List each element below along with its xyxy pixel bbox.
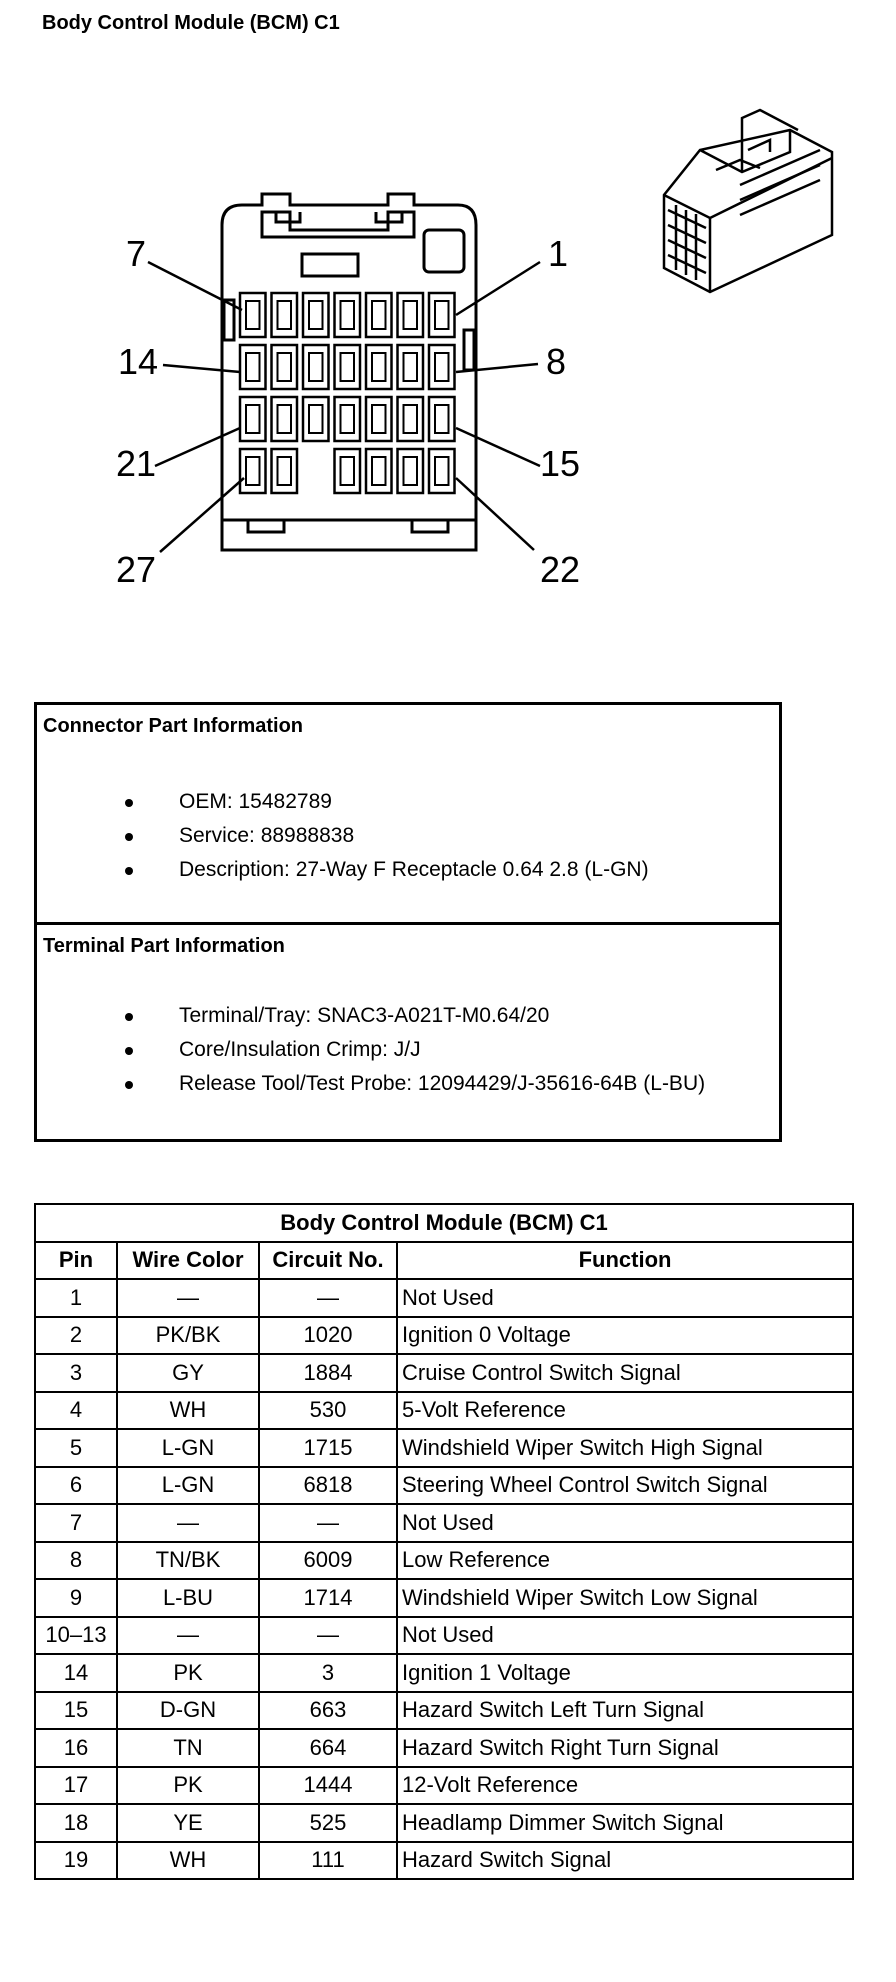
circuit-cell: 6818 — [259, 1467, 397, 1505]
wire-color-cell: L-GN — [117, 1429, 259, 1467]
pin-cell: 17 — [35, 1767, 117, 1805]
function-cell: Low Reference — [397, 1542, 853, 1580]
wire-color-cell: WH — [117, 1392, 259, 1430]
function-cell: Hazard Switch Left Turn Signal — [397, 1692, 853, 1730]
list-item: Terminal/Tray: SNAC3-A021T-M0.64/20 — [99, 999, 705, 1033]
wire-color-cell: — — [117, 1504, 259, 1542]
function-cell: Not Used — [397, 1504, 853, 1542]
function-cell: Hazard Switch Signal — [397, 1842, 853, 1880]
pin-cavity-inner — [341, 405, 355, 433]
table-row — [35, 1729, 853, 1767]
function-cell: Headlamp Dimmer Switch Signal — [397, 1804, 853, 1842]
pin-cavity — [335, 293, 361, 337]
circuit-cell: 1020 — [259, 1317, 397, 1355]
list-item: Core/Insulation Crimp: J/J — [99, 1033, 705, 1067]
pin-cavity-inner — [309, 301, 323, 329]
circuit-cell: 6009 — [259, 1542, 397, 1580]
circuit-cell: 3 — [259, 1654, 397, 1692]
wire-color-cell: — — [117, 1279, 259, 1317]
table-row — [35, 1804, 853, 1842]
pin-table-title: Body Control Module (BCM) C1 — [35, 1204, 853, 1242]
function-cell: Cruise Control Switch Signal — [397, 1354, 853, 1392]
pin-cavity — [366, 397, 392, 441]
function-cell: Hazard Switch Right Turn Signal — [397, 1729, 853, 1767]
pin-cavity-inner — [246, 405, 260, 433]
pin-callout-1: 1 — [548, 233, 569, 274]
circuit-cell: 525 — [259, 1804, 397, 1842]
pin-cavity — [240, 449, 266, 493]
circuit-cell: — — [259, 1504, 397, 1542]
list-item: Description: 27-Way F Receptacle 0.64 2.8 (L-GN) — [99, 853, 649, 887]
wire-color-cell: PK/BK — [117, 1317, 259, 1355]
connector-part-section — [37, 705, 779, 925]
function-cell: Not Used — [397, 1279, 853, 1317]
pin-cell: 10–13 — [35, 1617, 117, 1655]
pin-cavity-grid — [240, 293, 455, 493]
terminal-part-list — [99, 999, 705, 1101]
circuit-cell: 1714 — [259, 1579, 397, 1617]
connector-isometric-view — [664, 110, 832, 292]
table-row — [35, 1504, 853, 1542]
page-title: Body Control Module (BCM) C1 — [42, 12, 340, 34]
function-cell: Windshield Wiper Switch High Signal — [397, 1429, 853, 1467]
circuit-cell: — — [259, 1279, 397, 1317]
pin-cavity — [240, 293, 266, 337]
pin-cavity-inner — [404, 301, 418, 329]
pin-callout-22: 22 — [540, 549, 581, 590]
wire-color-cell: L-GN — [117, 1467, 259, 1505]
pin-table — [34, 1203, 854, 1880]
table-row — [35, 1579, 853, 1617]
pin-callout-15: 15 — [540, 443, 581, 484]
table-row — [35, 1467, 853, 1505]
pin-cell: 14 — [35, 1654, 117, 1692]
circuit-cell: — — [259, 1617, 397, 1655]
pin-callout-14: 14 — [118, 341, 159, 382]
pin-cavity-inner — [246, 301, 260, 329]
pin-cavity — [303, 397, 329, 441]
table-row — [35, 1429, 853, 1467]
pin-cavity-inner — [278, 405, 292, 433]
list-item: Service: 88988838 — [99, 819, 649, 853]
function-cell: Not Used — [397, 1617, 853, 1655]
table-row — [35, 1654, 853, 1692]
pin-cavity — [429, 397, 455, 441]
pin-cavity-inner — [435, 405, 449, 433]
table-row — [35, 1392, 853, 1430]
pin-cavity — [335, 449, 361, 493]
pin-cell: 4 — [35, 1392, 117, 1430]
pin-cell: 7 — [35, 1504, 117, 1542]
pin-cell: 8 — [35, 1542, 117, 1580]
pin-cavity — [366, 293, 392, 337]
wire-color-cell: PK — [117, 1767, 259, 1805]
wire-color-cell: L-BU — [117, 1579, 259, 1617]
column-header-wire-color: Wire Color — [117, 1242, 259, 1280]
pin-cavity — [366, 449, 392, 493]
pin-cavity-inner — [309, 405, 323, 433]
circuit-cell: 1444 — [259, 1767, 397, 1805]
pin-cavity — [429, 345, 455, 389]
connector-part-heading: Connector Part Information — [43, 715, 304, 737]
pin-table-body — [35, 1279, 853, 1879]
list-item: Release Tool/Test Probe: 12094429/J-35616-64B (L-BU) — [99, 1067, 705, 1101]
pin-cell: 6 — [35, 1467, 117, 1505]
pin-cavity-inner — [404, 353, 418, 381]
function-cell: 5-Volt Reference — [397, 1392, 853, 1430]
pin-cell: 19 — [35, 1842, 117, 1880]
pin-callout-27: 27 — [116, 549, 157, 590]
pin-cavity-inner — [246, 457, 260, 485]
pin-table-header-row — [35, 1242, 853, 1280]
wire-color-cell: TN — [117, 1729, 259, 1767]
pin-cell: 1 — [35, 1279, 117, 1317]
pin-cavity-inner — [372, 353, 386, 381]
function-cell: Ignition 1 Voltage — [397, 1654, 853, 1692]
pin-cavity-inner — [341, 353, 355, 381]
pin-cell: 3 — [35, 1354, 117, 1392]
pin-cavity-inner — [278, 353, 292, 381]
function-cell: 12-Volt Reference — [397, 1767, 853, 1805]
connector-face-diagram — [0, 0, 896, 600]
pin-cavity — [366, 345, 392, 389]
wire-color-cell: — — [117, 1617, 259, 1655]
circuit-cell: 111 — [259, 1842, 397, 1880]
pin-cavity — [398, 449, 424, 493]
pin-cavity-inner — [341, 457, 355, 485]
pin-callout-7: 7 — [126, 233, 147, 274]
function-cell: Windshield Wiper Switch Low Signal — [397, 1579, 853, 1617]
pin-cavity — [429, 293, 455, 337]
pin-cell: 18 — [35, 1804, 117, 1842]
pin-cavity — [398, 345, 424, 389]
pin-cavity — [240, 345, 266, 389]
connector-part-list — [99, 785, 649, 887]
pin-cavity — [303, 345, 329, 389]
pin-cavity-inner — [435, 353, 449, 381]
circuit-cell: 530 — [259, 1392, 397, 1430]
pin-cavity — [335, 397, 361, 441]
pin-cavity — [272, 449, 298, 493]
list-item: OEM: 15482789 — [99, 785, 649, 819]
pin-cavity-inner — [435, 301, 449, 329]
pin-cavity — [240, 397, 266, 441]
pin-cavity-inner — [372, 457, 386, 485]
circuit-cell: 663 — [259, 1692, 397, 1730]
pin-cavity — [272, 345, 298, 389]
pin-callout-21: 21 — [116, 443, 157, 484]
pin-cavity — [272, 397, 298, 441]
pin-cavity-inner — [309, 353, 323, 381]
terminal-part-heading: Terminal Part Information — [43, 935, 285, 957]
pin-cavity — [335, 345, 361, 389]
pin-cavity-inner — [404, 457, 418, 485]
table-row — [35, 1767, 853, 1805]
pin-cavity — [398, 293, 424, 337]
circuit-cell: 1884 — [259, 1354, 397, 1392]
pin-cavity — [398, 397, 424, 441]
wire-color-cell: YE — [117, 1804, 259, 1842]
wire-color-cell: GY — [117, 1354, 259, 1392]
table-row — [35, 1279, 853, 1317]
table-row — [35, 1542, 853, 1580]
pin-cavity — [429, 449, 455, 493]
table-row — [35, 1317, 853, 1355]
column-header-pin: Pin — [35, 1242, 117, 1280]
column-header-circuit-no: Circuit No. — [259, 1242, 397, 1280]
terminal-part-section — [37, 925, 779, 1139]
pin-cell: 5 — [35, 1429, 117, 1467]
table-row — [35, 1842, 853, 1880]
pin-cell: 2 — [35, 1317, 117, 1355]
pin-cell: 15 — [35, 1692, 117, 1730]
pin-cavity-inner — [278, 457, 292, 485]
part-information-box — [34, 702, 782, 1142]
pin-cavity-inner — [372, 405, 386, 433]
callout-leader-lines — [148, 262, 540, 552]
wire-color-cell: TN/BK — [117, 1542, 259, 1580]
pin-cavity-inner — [404, 405, 418, 433]
pin-cavity-inner — [372, 301, 386, 329]
pin-callout-8: 8 — [546, 341, 567, 382]
circuit-cell: 664 — [259, 1729, 397, 1767]
pin-cell: 9 — [35, 1579, 117, 1617]
table-row — [35, 1354, 853, 1392]
function-cell: Steering Wheel Control Switch Signal — [397, 1467, 853, 1505]
table-row — [35, 1692, 853, 1730]
pin-cell: 16 — [35, 1729, 117, 1767]
pin-cavity — [303, 293, 329, 337]
pin-cavity-inner — [435, 457, 449, 485]
wire-color-cell: WH — [117, 1842, 259, 1880]
circuit-cell: 1715 — [259, 1429, 397, 1467]
pin-cavity — [272, 293, 298, 337]
column-header-function: Function — [397, 1242, 853, 1280]
table-row — [35, 1617, 853, 1655]
wire-color-cell: D-GN — [117, 1692, 259, 1730]
wire-color-cell: PK — [117, 1654, 259, 1692]
pin-cavity-inner — [246, 353, 260, 381]
pin-cavity-inner — [341, 301, 355, 329]
pin-cavity-inner — [278, 301, 292, 329]
function-cell: Ignition 0 Voltage — [397, 1317, 853, 1355]
